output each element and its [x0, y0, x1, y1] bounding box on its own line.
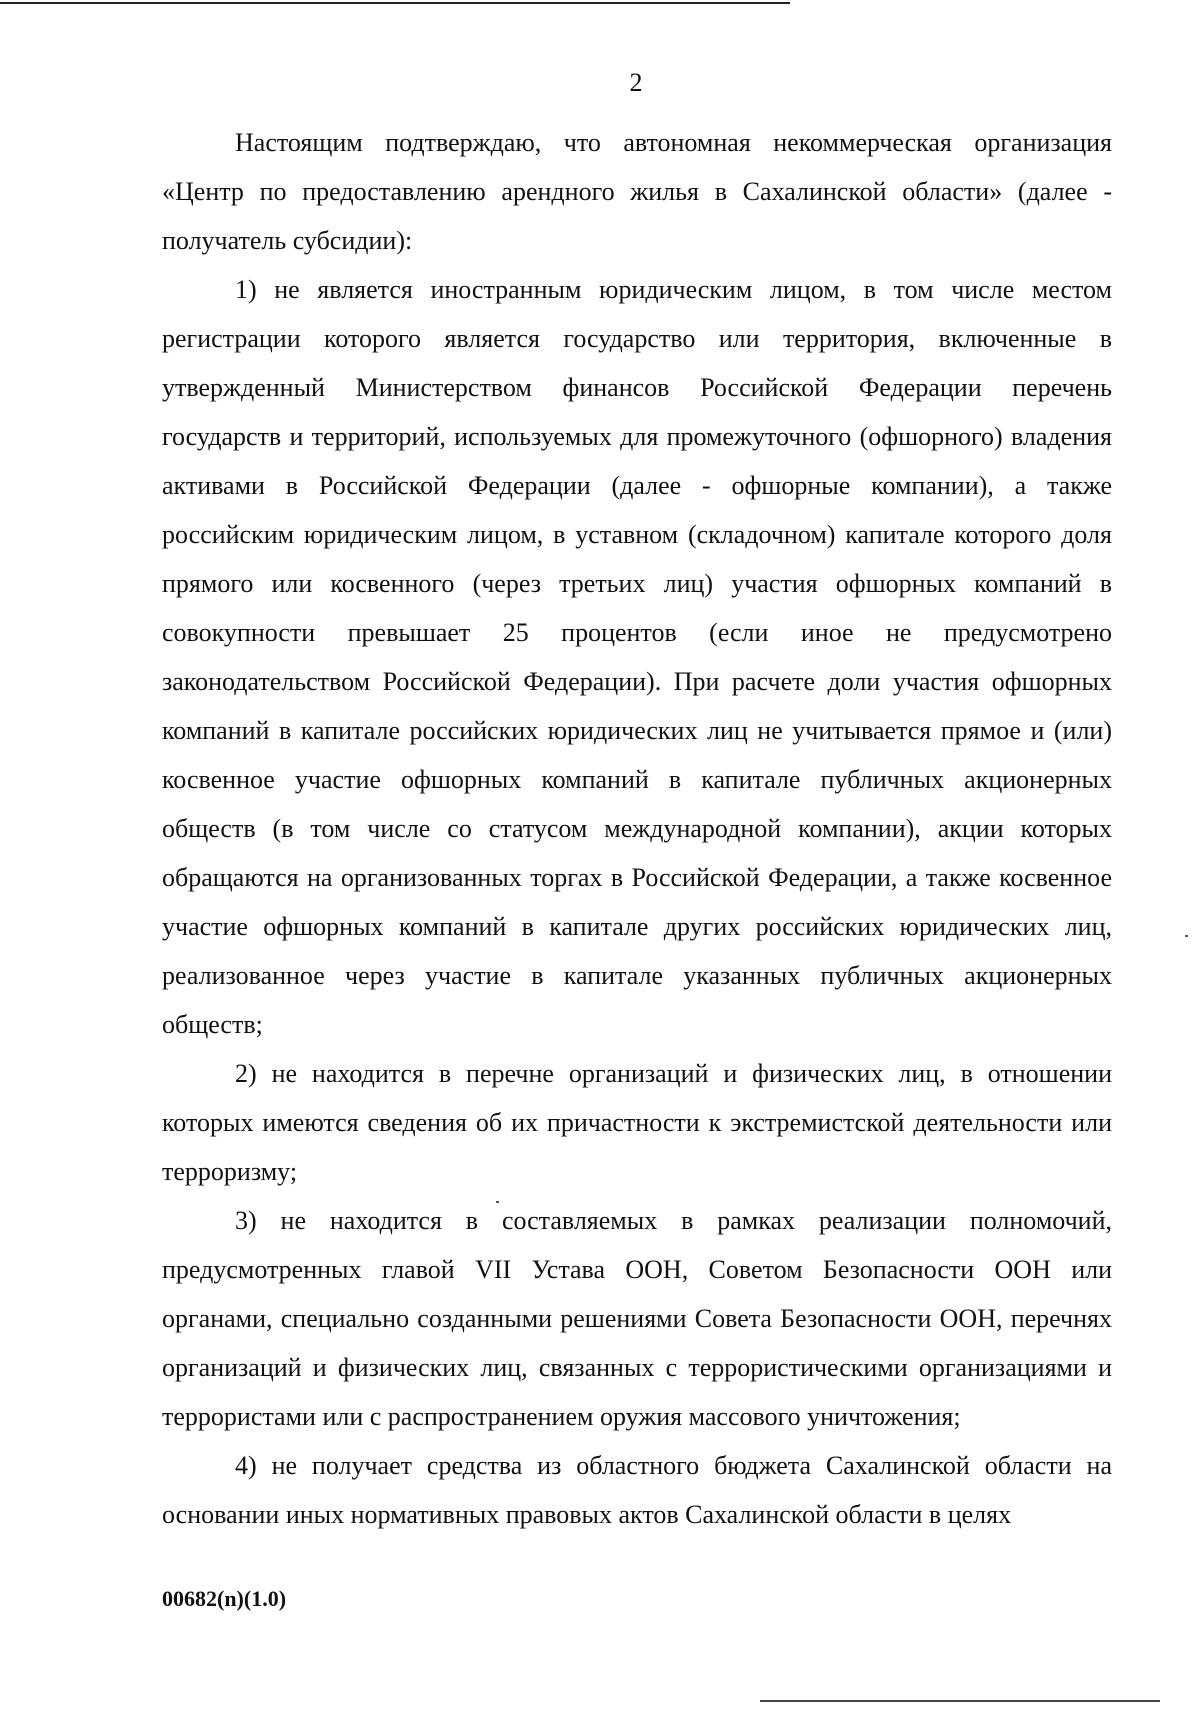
- clause-1-paragraph: 1) не является иностранным юридическим лицом, в том числе местом регистрации которого является государство или территория, включенные в утвержденный Министерством финансов Российской Федерации перечень государств и территорий, используемых для промежуточного (офшорного) владения активами в Российской Федерации (далее - офшорные компании), а также российским юридическим лицом, в уставном (складочном) капитале которого доля прямого или косвенного (через третьих лиц) участия офшорных компаний в совокупности превышает 25 процентов (если иное не предусмотрено законодательством Российской Федерации). При расчете доли участия офшорных компаний в капитале российских юридических лиц не учитывается прямое и (или) косвенное участие офшорных компаний в капитале публичных акционерных обществ (в том числе со статусом международной компании), акции которых обращаются на организованных торгах в Российской Федерации, а также косвенное участие офшорных компаний в капитале других российских юридических лиц, реализованное через участие в капитале указанных публичных акционерных обществ;: [162, 275, 1112, 1039]
- scan-speck: [496, 1201, 499, 1203]
- page-number: 2: [629, 68, 643, 97]
- top-scan-rule: [0, 2, 790, 4]
- clause-4-paragraph: 4) не получает средства из областного бюджета Сахалинской области на основании иных нормативных правовых актов Сахалинской области в целях: [162, 1451, 1112, 1529]
- document-code: 00682(n)(1.0): [162, 1586, 287, 1611]
- clause-2-paragraph: 2) не находится в перечне организаций и физических лиц, в отношении которых имеются сведения об их причастности к экстремистской деятельности или терроризму;: [162, 1059, 1112, 1186]
- bottom-scan-rule: [760, 1700, 1160, 1702]
- document-body: [162, 118, 1112, 1539]
- clause-3-paragraph: 3) не находится в составляемых в рамках реализации полномочий, предусмотренных главой VII Устава ООН, Советом Безопасности ООН или органами, специально созданными решениями Совета Безопасности ООН, перечнях организаций и физических лиц, связанных с террористическими организациями и террористами или с распространением оружия массового уничтожения;: [162, 1206, 1112, 1431]
- intro-paragraph: Настоящим подтверждаю, что автономная некоммерческая организация «Центр по предоставлению арендного жилья в Сахалинской области» (далее - получатель субсидии):: [162, 128, 1112, 255]
- scan-speck: [1185, 935, 1188, 937]
